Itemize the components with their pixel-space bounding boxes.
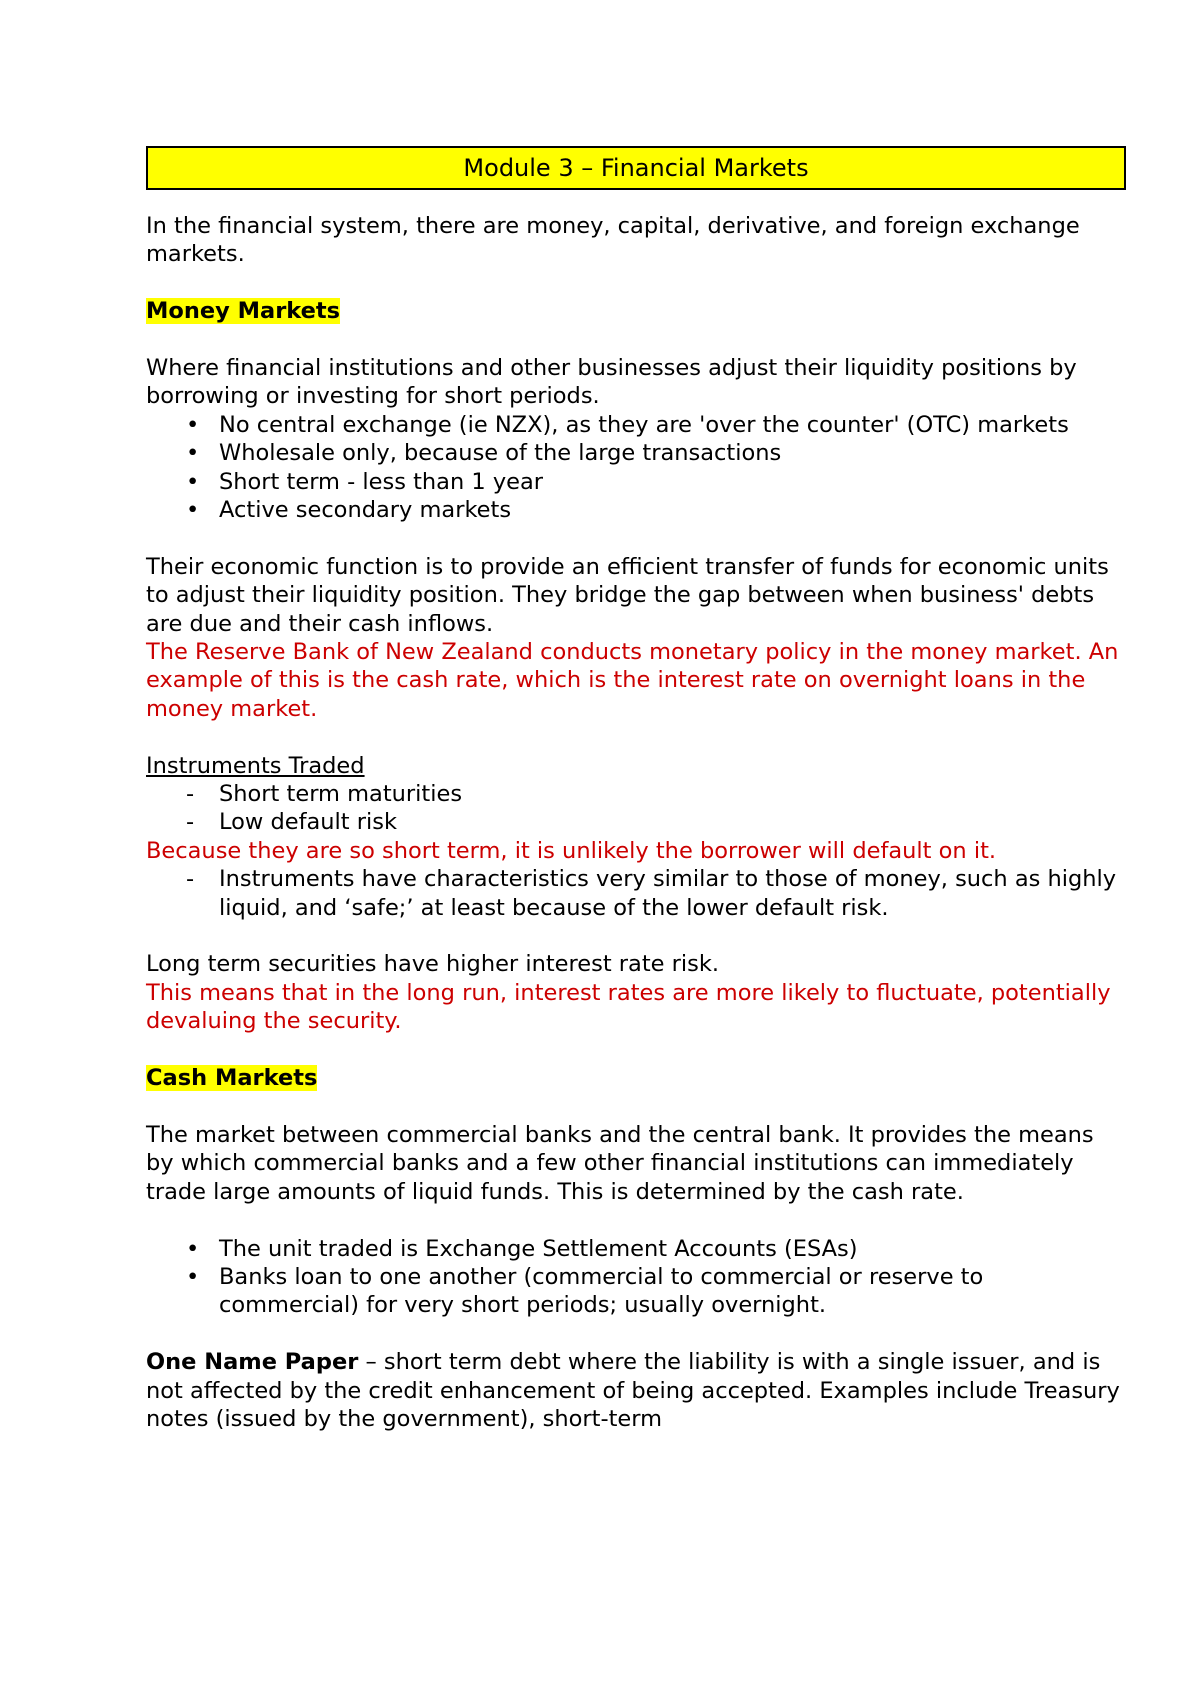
list-item: - Low default risk [186,809,398,836]
long-term-paragraph: Long term securities have higher interest rate risk. [146,951,720,978]
one-name-paper-term: One Name Paper [146,1349,359,1376]
rbnz-note: The Reserve Bank of New Zealand conducts monetary policy in the money market. An example of this is the cash rate, which is the interest rate on overnight loans in the money market. [146,639,1119,722]
list-item: • Banks loan to one another (commercial to commercial or reserve to commercial) for very short periods; usually overnight. [186,1263,984,1319]
module-title: Module 3 – Financial Markets [463,154,809,182]
list-item: - Short term maturities [186,781,463,808]
document-page [146,146,1126,1433]
bullet-marker: • [186,440,200,467]
list-item: • No central exchange (ie NZX), as they are 'over the counter' (OTC) markets [186,411,1069,438]
one-name-paper-paragraph [146,1348,1126,1433]
long-term-note: This means that in the long run, interest rates are more likely to fluctuate, potentially devaluing the security. [146,979,1111,1035]
economic-function-paragraph: Their economic function is to provide an efficient transfer of funds for economic units to adjust their liquidity position. They bridge the gap between when business' debts are due and their cash inflows. [146,553,1109,637]
dash-marker: - [186,781,195,808]
cash-markets-description: The market between commercial banks and the central bank. It provides the means by which commercial banks and a few other financial institutions can immediately trade large amounts of liquid funds. This is determined by the cash rate. [146,1121,1094,1205]
list-item: • Wholesale only, because of the large transactions [186,440,782,467]
cash-markets-bullets [146,1235,1126,1320]
instruments-traded-heading: Instruments Traded [146,752,365,779]
bullet-marker: • [186,497,200,524]
one-name-paper-text: – short term debt where the liability is with a single issuer, and is not affected by the credit enhancement of being accepted. Examples include Treasury notes (issued by the government), short-term [146,1349,1120,1432]
dash-marker: - [186,809,195,836]
default-risk-note: Because they are so short term, it is unlikely the borrower will default on it. [146,837,997,864]
dash-marker: - [186,866,195,893]
list-item: - Instruments have characteristics very similar to those of money, such as highly liquid, and ‘safe;’ at least because of the lower default risk. [186,866,1117,921]
money-markets-heading: Money Markets [146,298,341,325]
bullet-marker: • [186,411,200,438]
money-markets-description: Where financial institutions and other businesses adjust their liquidity positions by borrowing or investing for short periods. [146,355,1077,410]
list-item: • The unit traded is Exchange Settlement Accounts (ESAs) [186,1235,858,1262]
list-item: • Active secondary markets [186,497,512,524]
bullet-marker: • [186,468,200,495]
instruments-list [146,780,1126,837]
money-markets-bullets [146,411,1126,525]
intro-paragraph: In the financial system, there are money, capital, derivative, and foreign exchange markets. [146,213,1080,268]
module-title-box [146,146,1126,190]
cash-markets-heading: Cash Markets [146,1065,318,1092]
list-item: • Short term - less than 1 year [186,468,544,495]
instruments-list-continued [146,865,1126,922]
bullet-marker: • [186,1263,200,1290]
bullet-marker: • [186,1235,200,1262]
